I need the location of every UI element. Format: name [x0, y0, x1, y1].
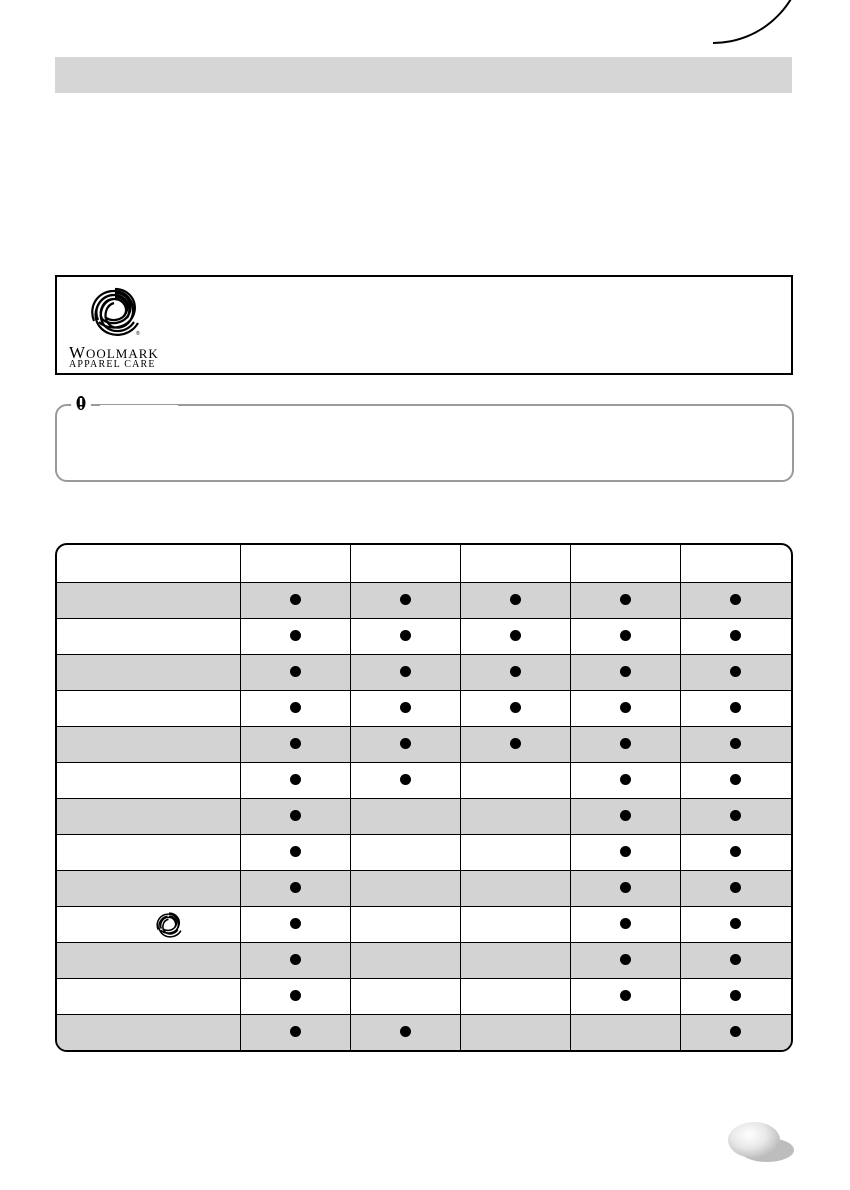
table-header-row: [57, 545, 791, 583]
mark-cell: [240, 799, 350, 835]
row-label-cell: [57, 835, 240, 871]
mark-cell: [240, 943, 350, 979]
mark-cell: [680, 907, 791, 943]
mark-cell: [240, 979, 350, 1015]
filled-circle-icon: [730, 666, 741, 677]
mark-cell: [680, 871, 791, 907]
woolmark-subtitle: APPAREL CARE: [69, 359, 156, 370]
mark-cell: [350, 871, 460, 907]
mark-cell: [570, 871, 680, 907]
mark-cell: [680, 943, 791, 979]
filled-circle-icon: [620, 810, 631, 821]
filled-circle-icon: [290, 882, 301, 893]
filled-circle-icon: [290, 990, 301, 1001]
row-label-cell: [57, 691, 240, 727]
filled-circle-icon: [290, 810, 301, 821]
row-label-cell: [57, 871, 240, 907]
woolmark-logo-icon: [86, 283, 144, 341]
filled-circle-icon: [620, 954, 631, 965]
mark-cell: [350, 727, 460, 763]
mark-cell: [460, 835, 570, 871]
table-row: [57, 763, 791, 799]
filled-circle-icon: [730, 918, 741, 929]
filled-circle-icon: [290, 846, 301, 857]
mark-cell: [680, 979, 791, 1015]
table-row: [57, 655, 791, 691]
table-row: [57, 619, 791, 655]
filled-circle-icon: [730, 810, 741, 821]
header-cell-5: [680, 545, 791, 583]
mark-cell: [570, 619, 680, 655]
mark-cell: [350, 943, 460, 979]
filled-circle-icon: [730, 846, 741, 857]
filled-circle-icon: [290, 774, 301, 785]
filled-circle-icon: [400, 738, 411, 749]
filled-circle-icon: [290, 702, 301, 713]
table-row: [57, 835, 791, 871]
filled-circle-icon: [620, 702, 631, 713]
header-cell-label: [57, 545, 240, 583]
filled-circle-icon: [730, 1026, 741, 1037]
row-label-cell: [57, 943, 240, 979]
mark-cell: [350, 799, 460, 835]
mark-cell: [680, 655, 791, 691]
mark-cell: [350, 691, 460, 727]
mark-cell: [460, 871, 570, 907]
mark-cell: [460, 583, 570, 619]
filled-circle-icon: [400, 594, 411, 605]
filled-circle-icon: [620, 666, 631, 677]
mark-cell: [460, 691, 570, 727]
filled-circle-icon: [290, 738, 301, 749]
mark-cell: [570, 907, 680, 943]
filled-circle-icon: [620, 882, 631, 893]
note-tab-gap: [100, 405, 178, 407]
filled-circle-icon: [730, 774, 741, 785]
compatibility-grid: [57, 545, 791, 1050]
mark-cell: [680, 799, 791, 835]
table-row: [57, 727, 791, 763]
mark-cell: [240, 1015, 350, 1051]
mark-cell: [460, 655, 570, 691]
row-label-cell: [57, 763, 240, 799]
mark-cell: [460, 727, 570, 763]
mark-cell: [350, 1015, 460, 1051]
table-row: [57, 871, 791, 907]
mark-cell: [240, 907, 350, 943]
filled-circle-icon: [730, 954, 741, 965]
woolmark-wordmark: WOOLMARK: [69, 343, 159, 362]
mark-cell: [460, 943, 570, 979]
row-label-cell: [57, 979, 240, 1015]
mark-cell: [570, 727, 680, 763]
woolmark-logo: [69, 283, 169, 370]
filled-circle-icon: [730, 702, 741, 713]
mark-cell: [350, 979, 460, 1015]
table-row: [57, 799, 791, 835]
filled-circle-icon: [400, 630, 411, 641]
row-label-cell: [57, 619, 240, 655]
row-label-cell: [57, 655, 240, 691]
mark-cell: [460, 619, 570, 655]
mark-cell: [570, 763, 680, 799]
exclamation-icon: [71, 395, 91, 415]
mark-cell: [240, 727, 350, 763]
filled-circle-icon: [620, 594, 631, 605]
mark-cell: [460, 1015, 570, 1051]
table-row: [57, 1015, 791, 1051]
filled-circle-icon: [510, 702, 521, 713]
mark-cell: [240, 835, 350, 871]
filled-circle-icon: [510, 738, 521, 749]
row-label-cell: [57, 727, 240, 763]
filled-circle-icon: [620, 846, 631, 857]
mark-cell: [570, 691, 680, 727]
row-label-cell: [57, 583, 240, 619]
mark-cell: [570, 655, 680, 691]
header-cell-3: [460, 545, 570, 583]
woolmark-info-box: [55, 275, 793, 375]
mark-cell: [240, 763, 350, 799]
note-box: [55, 404, 794, 482]
filled-circle-icon: [730, 738, 741, 749]
filled-circle-icon: [620, 630, 631, 641]
mark-cell: [460, 799, 570, 835]
mark-cell: [460, 979, 570, 1015]
mark-cell: [570, 943, 680, 979]
mark-cell: [680, 835, 791, 871]
row-label-cell: [57, 1015, 240, 1051]
mark-cell: [460, 907, 570, 943]
filled-circle-icon: [730, 630, 741, 641]
mark-cell: [240, 655, 350, 691]
filled-circle-icon: [290, 954, 301, 965]
mark-cell: [570, 799, 680, 835]
mark-cell: [460, 763, 570, 799]
table-row: [57, 907, 791, 943]
mark-cell: [240, 871, 350, 907]
mark-cell: [240, 583, 350, 619]
filled-circle-icon: [620, 738, 631, 749]
woolmark-small-icon: [154, 910, 184, 943]
filled-circle-icon: [400, 774, 411, 785]
filled-circle-icon: [400, 1026, 411, 1037]
mark-cell: [680, 619, 791, 655]
filled-circle-icon: [510, 630, 521, 641]
mark-cell: [680, 691, 791, 727]
table-body: [57, 583, 791, 1051]
table-row: [57, 691, 791, 727]
mark-cell: [570, 979, 680, 1015]
mark-cell: [350, 907, 460, 943]
filled-circle-icon: [730, 990, 741, 1001]
filled-circle-icon: [400, 702, 411, 713]
svg-text:®: ®: [136, 331, 140, 337]
mark-cell: [240, 619, 350, 655]
mark-cell: [240, 691, 350, 727]
filled-circle-icon: [290, 918, 301, 929]
mark-cell: [350, 583, 460, 619]
mark-cell: [680, 583, 791, 619]
mark-cell: [570, 1015, 680, 1051]
mark-cell: [570, 835, 680, 871]
filled-circle-icon: [510, 594, 521, 605]
header-cell-1: [240, 545, 350, 583]
table-row: [57, 943, 791, 979]
mark-cell: [680, 727, 791, 763]
mark-cell: [570, 583, 680, 619]
mark-cell: [680, 1015, 791, 1051]
header-cell-4: [570, 545, 680, 583]
mark-cell: [350, 835, 460, 871]
program-compatibility-table: [55, 543, 793, 1052]
filled-circle-icon: [620, 990, 631, 1001]
row-label-cell: [57, 907, 240, 943]
filled-circle-icon: [400, 666, 411, 677]
filled-circle-icon: [730, 594, 741, 605]
table-row: [57, 583, 791, 619]
filled-circle-icon: [290, 594, 301, 605]
mark-cell: [350, 619, 460, 655]
page-number-badge: [728, 1122, 780, 1158]
filled-circle-icon: [290, 666, 301, 677]
filled-circle-icon: [290, 1026, 301, 1037]
mark-cell: [350, 655, 460, 691]
section-header-bar: [55, 57, 792, 93]
mark-cell: [680, 763, 791, 799]
table-row: [57, 979, 791, 1015]
filled-circle-icon: [510, 666, 521, 677]
filled-circle-icon: [290, 630, 301, 641]
filled-circle-icon: [620, 774, 631, 785]
mark-cell: [350, 763, 460, 799]
filled-circle-icon: [730, 882, 741, 893]
row-label-cell: [57, 799, 240, 835]
filled-circle-icon: [620, 918, 631, 929]
header-cell-2: [350, 545, 460, 583]
